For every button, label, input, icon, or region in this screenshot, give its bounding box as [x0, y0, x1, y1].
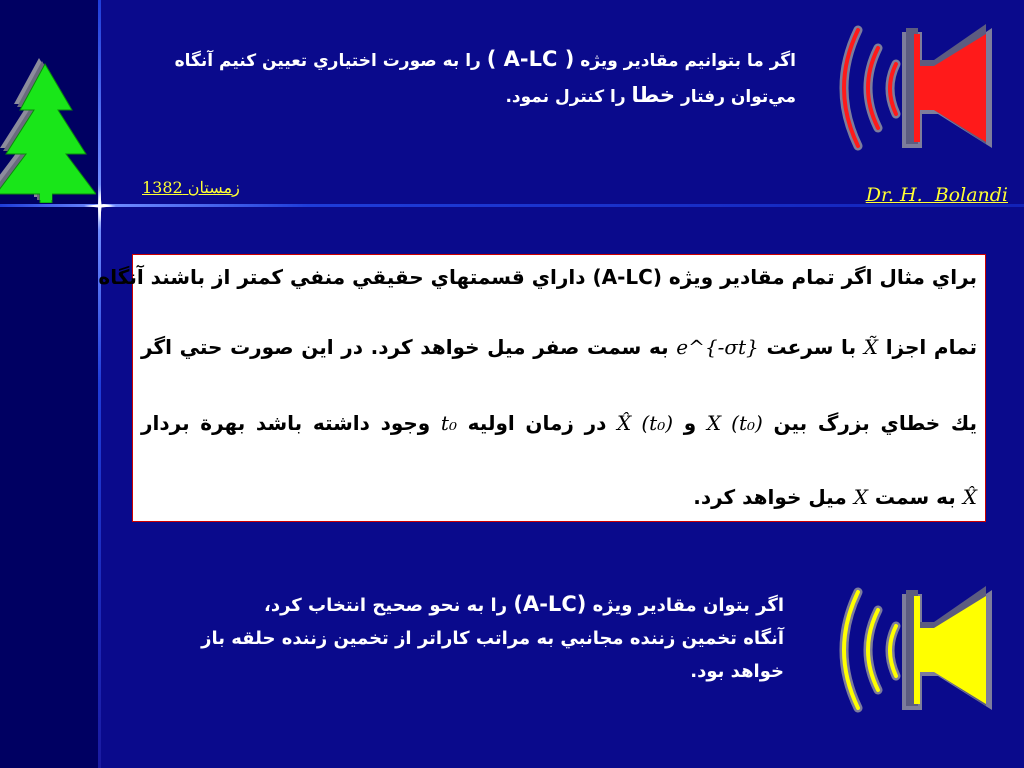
x-hat-symbol: X̂: [962, 485, 977, 509]
x-tilde-symbol: X̃: [863, 335, 879, 359]
speaker-icon: [820, 584, 996, 716]
panel-line-1-text: براي مثال اگر تمام مقادير ويژه (A-LC) داراي قسمتهاي حقيقي منفي كمتر از باشند آنگاه: [98, 265, 977, 289]
christmas-tree-icon: [0, 58, 96, 203]
x-symbol: X: [853, 485, 868, 509]
conclusion-line-1-part-2: را به نحو صحیح انتخاب کرد،: [264, 595, 514, 616]
header-line-1: [150, 42, 796, 78]
x-t0-symbol: X (t₀): [706, 411, 763, 435]
x-hat-t0-symbol: X̂ (t₀): [617, 411, 674, 435]
conclusion-line-3: خواهد بود.: [690, 661, 784, 682]
header-line-2-part-1: مي‌توان رفتار: [675, 87, 796, 107]
panel-line-3-and: و: [683, 411, 697, 435]
conclusion-line-1-part-1: اگر بتوان مقادیر ویژه: [586, 595, 784, 616]
panel-line-3-text-a: يك خطاي بزرگ بين: [773, 411, 978, 435]
header-error-word: خطا: [631, 83, 676, 107]
conclusion-line-1: [124, 588, 784, 622]
panel-line-1: [98, 265, 977, 289]
author-link[interactable]: Dr. H. Bolandi: [865, 184, 1008, 206]
conclusion-text: [124, 588, 784, 688]
header-line-1-part-1: اگر ما بتوانیم مقادیر ویژه: [574, 51, 796, 71]
panel-line-2-text-c: به سمت صفر ميل خواهد كرد. در اين صورت حتي اگر: [141, 335, 669, 359]
date-link[interactable]: زمستان 1382: [142, 178, 240, 197]
speaker-icon: [820, 20, 996, 154]
t0-symbol: t₀: [440, 411, 457, 435]
conclusion-line-2: آنگاه تخمین زننده مجانبي به مراتب کاراتر از تخمین زننده حلقه باز: [201, 628, 784, 649]
panel-line-4: [141, 485, 977, 509]
panel-line-4-text-a: به سمت: [874, 485, 956, 509]
exponential-term: e^{-σt}: [676, 335, 759, 359]
header-line-2-part-2: را کنترل نمود.: [505, 87, 632, 107]
panel-line-2-text-b: با سرعت: [766, 335, 857, 359]
header-line-2: [150, 78, 796, 114]
panel-line-2-text-a: تمام اجزا: [885, 335, 978, 359]
panel-line-2: [141, 335, 977, 359]
conclusion-alc: (A-LC): [513, 592, 587, 616]
header-alc: ( A-LC ): [486, 47, 575, 71]
equation-panel: [98, 254, 986, 522]
panel-line-3-text-c: وجود داشته باشد بهرة بردار: [141, 411, 431, 435]
panel-line-3: [141, 411, 977, 435]
panel-line-4-text-b: ميل خواهد كرد.: [693, 485, 847, 509]
header-line-1-part-2: را به صورت اختیاري تعیین کنیم آنگاه: [174, 51, 487, 71]
header-text: [150, 42, 796, 114]
vertical-divider: [98, 0, 101, 768]
panel-line-3-text-b: در زمان اوليه: [467, 411, 607, 435]
